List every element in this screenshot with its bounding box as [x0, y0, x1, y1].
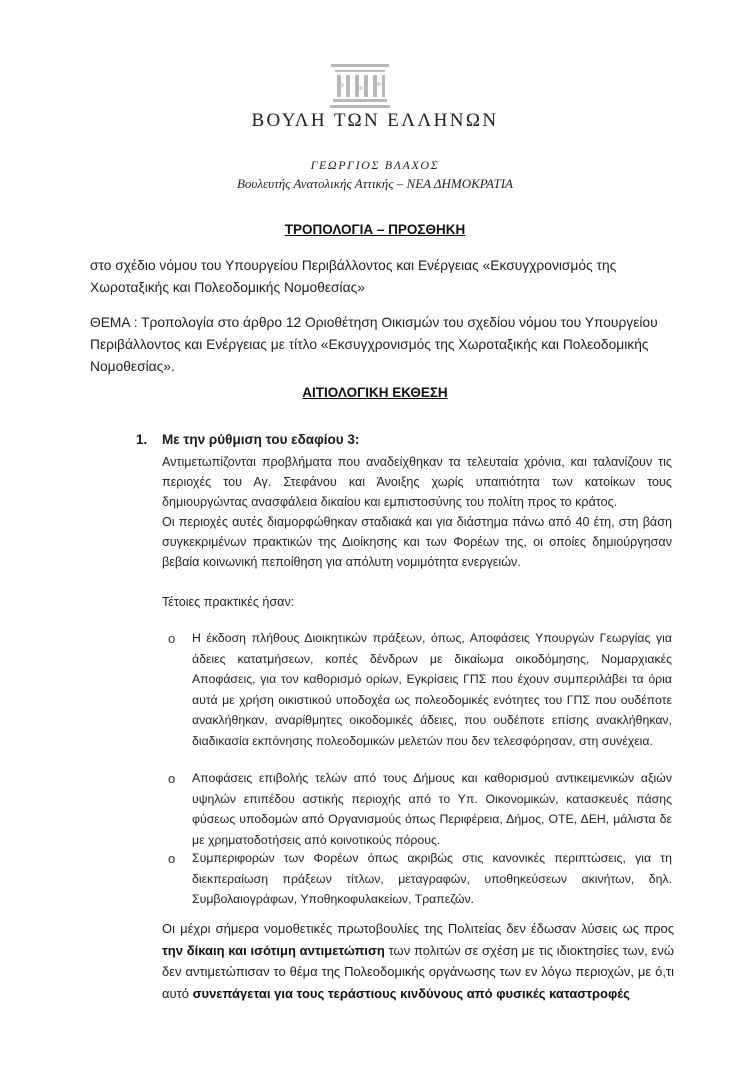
closing-paragraph — [162, 918, 674, 1004]
closing-bold-2: συνεπάγεται για τους τεράστιους κινδύνους από φυσικές καταστροφές — [192, 985, 630, 1001]
list-item: Αποφάσεις επιβολής τελών από τους Δήμους και καθορισμού αντικειμενικών αξιών υψηλών επιπέδου αστικής περιοχής από το Υπ. Οικονομικών, κατασκευές πάσης φύσεως υποδομών από Οργανισμούς όπως Περιφέρεια, Δήμος, ΟΤΕ, ΔΕΗ, μάλιστα δε με χρηματοδοτήσεις από κοινοτικούς πόρους. — [192, 771, 672, 847]
closing-bold-1: την δίκαιη και ισότιμη αντιμετώπιση — [162, 942, 385, 958]
section-title: ΑΙΤΙΟΛΟΓΙΚΗ ΕΚΘΕΣΗ — [302, 385, 448, 400]
parliament-emblem — [327, 58, 393, 114]
list-item: Συμπεριφορών των Φορέων όπως ακριβώς στις κανονικές περιπτώσεις, για τη διεκπεραίωση πράξεων τίτλων, μεταγραφών, υποθηκεύσεων ακινήτων, δηλ. Συμβολαιογράφων, Υποθηκοφυλακείων, Τραπεζών. — [192, 851, 672, 906]
parliament-name: ΒΟΥΛΗ ΤΩΝ ΕΛΛΗΝΩΝ — [251, 110, 499, 131]
mp-name: ΓΕΩΡΓΙΟΣ ΒΛΑΧΟΣ — [310, 158, 440, 172]
section-number: 1. — [136, 432, 148, 447]
bullet-circle-icon: o — [168, 771, 176, 786]
document-title: ΤΡΟΠΟΛΟΓΙΑ – ΠΡΟΣΘΗΚΗ — [284, 222, 466, 237]
subject-paragraph: ΘΕΜΑ : Τροπολογία στο άρθρο 12 Οριοθέτηση Οικισμών του σχεδίου νόμου του Υπουργείου Περιβάλλοντος και Ενέργειας με τίτλο «Εκσυγχρονισμός της Χωροταξικής και Πολεοδομικής Νομοθεσίας». — [90, 315, 658, 374]
section-heading: Με την ρύθμιση του εδαφίου 3: — [162, 432, 360, 447]
closing-text-2: των πολιτών σε σχέση με τις ιδιοκτησίες των, ενώ δεν αντιμετώπισαν το θέμα της Πολεοδομικής οργάνωσης των εν λόγω περιοχών, με ό,τι αυτό — [162, 942, 674, 1001]
closing-text-1: Οι μέχρι σήμερα νομοθετικές πρωτοβουλίες της Πολιτείας δεν έδωσαν λύσεις ως προς — [162, 921, 674, 936]
practices-intro: Τέτοιες πρακτικές ήσαν: — [162, 595, 295, 609]
mp-role: Βουλευτής Ανατολικής Αττικής – ΝΕΑ ΔΗΜΟΚΡΑΤΙΑ — [236, 176, 513, 191]
list-item: Η έκδοση πλήθους Διοικητικών πράξεων, όπως, Αποφάσεις Υπουργών Γεωργίας για άδειες κατατμήσεων, κοπές δένδρων με δικαίωμα οικοδόμησης, Νομαρχιακές Αποφάσεις, για τον καθορισμό ορίων, Εγκρίσεις ΓΠΣ που έχουν συμπεριλάβει τα όρια αυτά με χρήση οικιστικού υποδοχέα ως πολεοδομικές ενότητες του ΓΠΣ που ουδέποτε ανακλήθηκαν, αναρίθμητες οικοδομικές άδειες, που ουδέποτε επίσης ανακλήθηκαν, διαδικασία εκπόνησης πολεοδομικών μελετών που δεν τελεσφόρησαν, στη συνέχεια. — [192, 631, 672, 748]
parliament-emblem-icon — [327, 58, 393, 114]
bullet-circle-icon: o — [168, 631, 176, 646]
bullet-circle-icon: o — [168, 851, 176, 866]
section-paragraph-1: Αντιμετωπίζονται προβλήματα που αναδείχθηκαν τα τελευταία χρόνια, και ταλανίζουν τις περιοχές του Αγ. Στεφάνου και Άνοιξης χωρίς υπαιτιότητα των κατοίκων τους δημιουργώντας ανασφάλεια δικαίου και εμπιστοσύνης του πολίτη προς το κράτος. — [162, 455, 672, 509]
section-paragraph-2: Οι περιοχές αυτές διαμορφώθηκαν σταδιακά και για διάστημα πάνω από 40 έτη, στη βάση συγκεκριμένων πρακτικών της Διοίκησης και των Φορέων της, οι οποίες δημιούργησαν βεβαία κοινωνική πεποίθηση για απόλυτη νομιμότητα ενεργειών. — [162, 515, 672, 569]
intro-paragraph: στο σχέδιο νόμου του Υπουργείου Περιβάλλοντος και Ενέργειας «Εκσυγχρονισμός της Χωροταξικής και Πολεοδομικής Νομοθεσίας» — [90, 258, 617, 295]
